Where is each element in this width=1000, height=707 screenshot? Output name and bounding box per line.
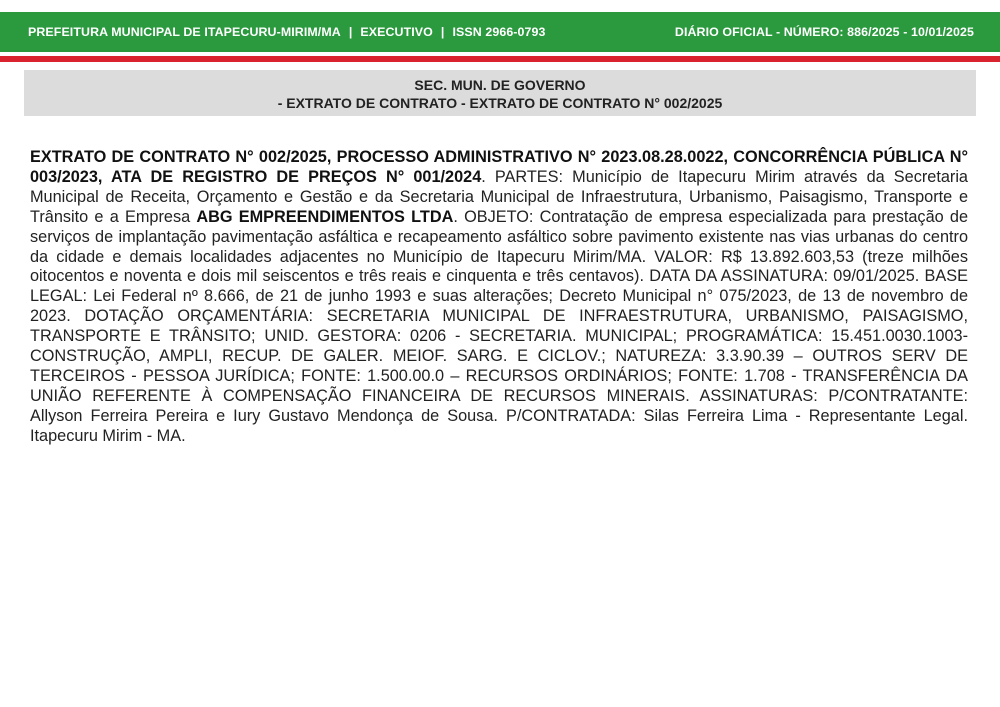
edition-info: DIÁRIO OFICIAL - NÚMERO: 886/2025 - 10/01/2025 bbox=[674, 25, 974, 39]
gazette-header-bar bbox=[0, 12, 1000, 52]
header-separator: | bbox=[348, 25, 353, 39]
issn-label: ISSN 2966-0793 bbox=[452, 25, 546, 39]
header-separator: | bbox=[440, 25, 445, 39]
extract-body: . OBJETO: Contratação de empresa especializada para prestação de serviços de implantação pavimentação asfáltica e recapeamento asfáltico sobre pavimento existente nas vias urbanas do centro da cidade e demais localidades adjacentes no Município de Itapecuru Mirim/MA. VALOR: R$ 13.892.603,53 (treze milhões oitocentos e noventa e dois mil seiscentos e três reais e cinquenta e três centavos). DATA DA ASSINATURA: 09/01/2025. BASE LEGAL: Lei Federal nº 8.666, de 21 de junho 1993 e suas alterações; Decreto Municipal n° 075/2023, de 13 de novembro de 2023. DOTAÇÃO ORÇAMENTÁRIA: SECRETARIA MUNICIPAL DE INFRAESTRUTURA, URBANISMO, PAISAGISMO, TRANSPORTE E TRÂNSITO; UNID. GESTORA: 0206 - SECRETARIA. MUNICIPAL; PROGRAMÁTICA: 15.451.0030.1003- CONSTRUÇÃO, AMPLI, RECUP. DE GALER. MEIOF. SARG. E CICLOV.; NATUREZA: 3.3.90.39 – OUTROS SERV DE TERCEIROS - PESSOA JURÍDICA; FONTE: 1.500.00.0 – RECURSOS ORDINÁRIOS; FONTE: 1.708 - TRANSFERÊNCIA DA UNIÃO REFERENTE À COMPENSAÇÃO FINANCEIRA DE RECURSOS MINERAIS. ASSINATURAS: P/CONTRATANTE: Allyson Ferreira Pereira e Iury Gustavo Mendonça de Sousa. P/CONTRATADA: Silas Ferreira Lima - Representante Legal. Itapecuru Mirim - MA. bbox=[30, 207, 969, 445]
department-title: SEC. MUN. DE GOVERNO bbox=[414, 77, 586, 93]
section-heading bbox=[24, 70, 976, 116]
contract-extract-text bbox=[30, 148, 968, 447]
section-subtitle: - EXTRATO DE CONTRATO - EXTRATO DE CONTRATO N° 002/2025 bbox=[277, 95, 723, 111]
contracted-company: ABG EMPREENDIMENTOS LTDA bbox=[196, 207, 454, 226]
header-left bbox=[28, 25, 546, 39]
extract-lead: EXTRATO DE CONTRATO N° 002/2025, PROCESSO ADMINISTRATIVO N° 2023.08.28.0022, CONCORRÊNCIA PÚBLICA N° 003/2023, ATA DE REGISTRO DE PREÇOS N° 001/2024 bbox=[30, 148, 968, 186]
extract-parties: . PARTES: Município de Itapecuru Mirim através da Secretaria Municipal de Receita, Orçamento e Gestão e da Secretaria Municipal de Infraestrutura, Urbanismo, Paisagismo, Transporte e Trânsito e a Empresa bbox=[30, 167, 968, 226]
power-label: EXECUTIVO bbox=[360, 25, 433, 39]
header-divider-red bbox=[0, 56, 1000, 62]
publisher-name: PREFEITURA MUNICIPAL DE ITAPECURU-MIRIM/MA bbox=[28, 25, 341, 39]
